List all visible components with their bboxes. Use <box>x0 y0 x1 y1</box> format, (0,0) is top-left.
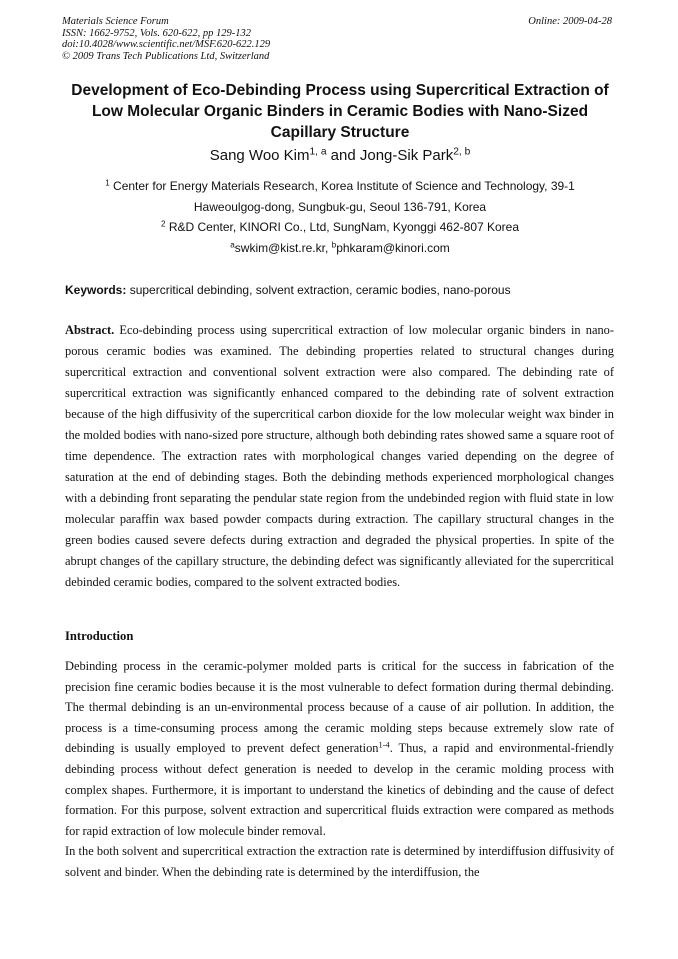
author-line <box>60 146 620 166</box>
intro-paragraph-2: In the both solvent and supercritical extraction the extraction rate is determined by interdiffusion diffusivity of solvent and binder. When the debinding rate is determined by the interdiffusion, the <box>65 844 614 879</box>
affiliation-2 <box>60 217 620 238</box>
citation-ref: 1-4 <box>378 739 390 750</box>
affiliation-2-mark: 2 <box>160 219 166 229</box>
paper-title: Development of Eco-Debinding Process using Supercritical Extraction of Low Molecular Organic Binders in Ceramic Bodies with Nano-Sized Capillary Structure <box>71 82 609 141</box>
online-date <box>528 16 612 28</box>
email-b-mark: b <box>331 240 337 250</box>
copyright-line: © 2009 Trans Tech Publications Ltd, Switzerland <box>62 50 270 62</box>
affiliation-1-text: Center for Energy Materials Research, Korea Institute of Science and Technology, 39-1 <box>109 179 575 193</box>
introduction-body <box>65 656 614 883</box>
journal-name: Materials Science Forum <box>62 16 169 27</box>
keywords-label: Keywords: <box>65 283 127 297</box>
abstract <box>65 320 614 593</box>
affiliations <box>60 176 620 258</box>
intro-paragraph-1-text-b: . Thus, a rapid and environmental-friendly debinding process without defect generation is needed to develop in the ceramic molding process with complex shapes. Furthermore, it is important to understand the kinetics of debinding and the cause of defect formation. For this purpose, solvent extraction and supercritical fluids extraction were compared as methods for rapid extraction of low molecule binder removal. <box>65 741 614 838</box>
email-line <box>60 238 620 259</box>
author-2: and Jong-Sik Park <box>326 147 454 164</box>
issn-line: ISSN: 1662-9752, Vols. 620-622, pp 129-132 <box>62 27 251 39</box>
author-1-affiliation-mark: 1, a <box>309 146 327 158</box>
author-1: Sang Woo Kim <box>209 147 310 164</box>
email-a-mark: a <box>230 240 235 250</box>
doi-line: doi:10.4028/www.scientific.net/MSF.620-622.129 <box>62 39 271 50</box>
online-date-text: Online: 2009-04-28 <box>528 16 612 27</box>
email-b: phkaram@kinori.com <box>336 240 450 255</box>
affiliation-1-line-2: Haweoulgog-dong, Sungbuk-gu, Seoul 136-791, Korea <box>193 199 487 214</box>
abstract-label: Abstract. <box>65 323 115 337</box>
affiliation-2-text: R&D Center, KINORI Co., Ltd, SungNam, Kyonggi 462-807 Korea <box>165 220 520 234</box>
intro-paragraph-1 <box>65 656 614 841</box>
email-a: swkim@kist.re.kr, <box>234 240 332 255</box>
abstract-text: Eco-debinding process using supercritical extraction of low molecular organic binders in nano-porous ceramic bodies was examined. The debinding properties related to structural changes during supercritical extraction and conventional solvent extraction were also compared. The debinding rate of supercritical extraction was significantly enhanced compared to the debinding rate of solvent extraction because of the high diffusivity of the supercritical carbon dioxide for the low molecular weight wax binder in the molded bodies with nano-sized pore structure, although both debinding rates showed same a square root of time dependence. The extraction rates with morphological changes varied depending on the degree of saturation at the end of debinding stages. Both the debinding methods experienced morphological changes with a debinding front separating the pendular state region from the undebinded region with fluid state in low molecular paraffin wax based powder compacts during extraction. The capillary structural changes in the green bodies caused severe defects during extraction and degraded the physical properties. In spite of the abrupt changes of the capillary structure, the debinding defect was significantly alleviated for the supercritical debinded ceramic bodies, compared to the solvent extracted bodies. <box>65 323 614 589</box>
keywords-text: supercritical debinding, solvent extraction, ceramic bodies, nano-porous <box>126 283 511 297</box>
intro-paragraph-1-text-a: Debinding process in the ceramic-polymer molded parts is critical for the success in fabrication of the precision fine ceramic bodies because it is the most vulnerable to defect formation during thermal debinding. The thermal debinding is an un-environmental process because of a cause of air pollution. In addition, the process is a time-consuming process among the ceramic molding steps because extremely slow rate of debinding is usually employed to prevent defect generation <box>65 659 614 756</box>
keywords <box>65 282 615 298</box>
journal-header <box>62 16 270 62</box>
section-heading-introduction: Introduction <box>65 629 134 643</box>
author-2-affiliation-mark: 2, b <box>453 146 471 158</box>
affiliation-1-mark: 1 <box>105 178 110 188</box>
affiliation-1-line-1 <box>60 176 620 197</box>
